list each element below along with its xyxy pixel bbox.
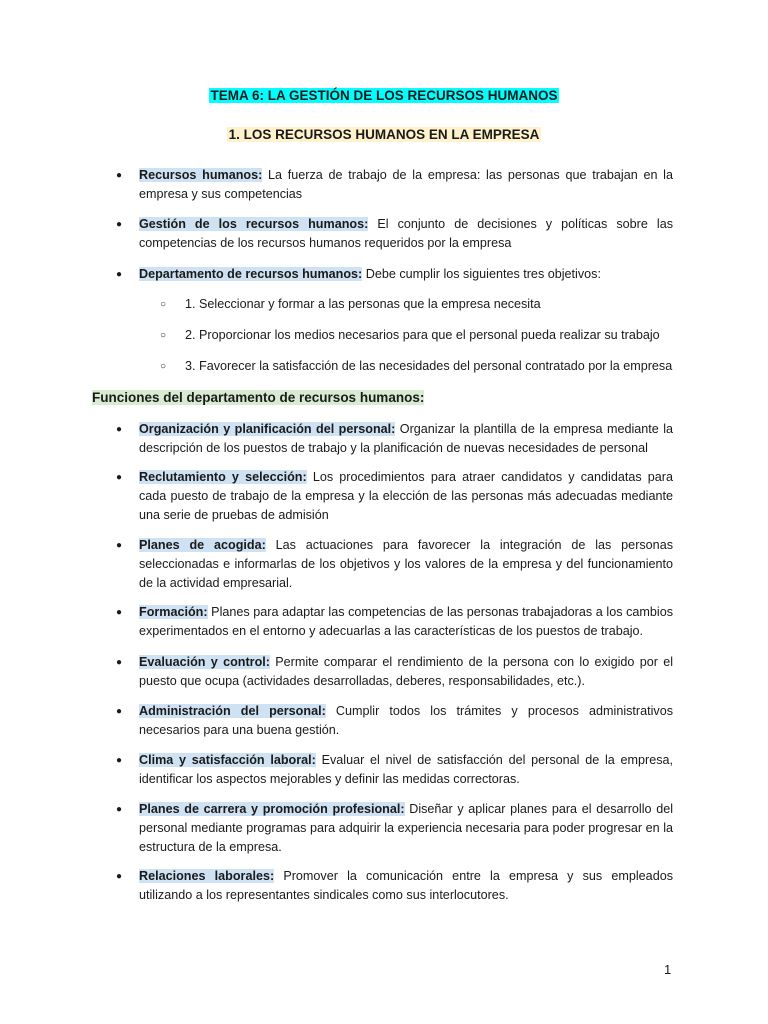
function-item: Planes de carrera y promoción profesional: Diseñar y aplicar planes para el desarrollo del personal mediante programas para adquirir la experiencia necesaria para poder progresar en la estructura de la empresa. — [139, 802, 674, 854]
bullet-icon: ● — [116, 472, 123, 483]
hollow-bullet-icon: ○ — [160, 330, 167, 341]
functions-heading: Funciones del departamento de recursos humanos: — [92, 390, 425, 405]
list-item-recursos-humanos: Recursos humanos: La fuerza de trabajo de la empresa: las personas que trabajan en la empresa y sus competencias — [139, 168, 673, 201]
list-item-departamento: Departamento de recursos humanos: Debe cumplir los siguientes tres objetivos: — [139, 267, 601, 281]
objective-item: 3. Favorecer la satisfacción de las necesidades del personal contratado por la empresa — [185, 359, 673, 373]
function-item: Clima y satisfacción laboral: Evaluar el nivel de satisfacción del personal de la empresa, identificar los aspectos mejorables y definir las medidas correctoras. — [139, 753, 673, 786]
bullet-icon: ● — [116, 706, 123, 717]
function-item: Evaluación y control: Permite comparar el rendimiento de la persona con lo exigido por el puesto que ocupa (actividades desarrolladas, deberes, responsabilidades, etc.). — [139, 655, 673, 688]
function-item: Formación: Planes para adaptar las competencias de las personas trabajadoras a los cambios experimentados en el entorno y adecuarlas a las características de los puestos de trabajo. — [139, 605, 673, 638]
bullet-icon: ● — [116, 804, 123, 815]
bullet-icon: ● — [116, 219, 123, 230]
hollow-bullet-icon: ○ — [160, 299, 167, 310]
bullet-icon: ● — [116, 755, 123, 766]
bullet-icon: ● — [116, 170, 123, 181]
bullet-icon: ● — [116, 269, 123, 280]
bullet-icon: ● — [116, 607, 123, 618]
objective-item: 1. Seleccionar y formar a las personas que la empresa necesita — [185, 297, 541, 311]
page-number: 1 — [664, 962, 672, 977]
page-title: TEMA 6: LA GESTIÓN DE LOS RECURSOS HUMANOS — [210, 88, 558, 103]
bullet-icon: ● — [116, 657, 123, 668]
objective-item: 2. Proporcionar los medios necesarios para que el personal pueda realizar su trabajo — [185, 328, 660, 342]
bullet-icon: ● — [116, 871, 123, 882]
function-item: Relaciones laborales: Promover la comunicación entre la empresa y sus empleados utilizando a los representantes sindicales como sus interlocutores. — [139, 869, 673, 902]
list-item-gestion: Gestión de los recursos humanos: El conjunto de decisiones y políticas sobre las competencias de los recursos humanos requeridos por la empresa — [139, 217, 673, 250]
function-item: Organización y planificación del personal: Organizar la plantilla de la empresa mediante la descripción de los puestos de trabajo y la planificación de nuevas necesidades de personal — [139, 422, 673, 455]
bullet-icon: ● — [116, 540, 123, 551]
hollow-bullet-icon: ○ — [160, 361, 167, 372]
section-heading-1: 1. LOS RECURSOS HUMANOS EN LA EMPRESA — [228, 127, 540, 142]
function-item: Administración del personal: Cumplir todos los trámites y procesos administrativos necesarios para una buena gestión. — [139, 704, 674, 737]
function-item: Planes de acogida: Las actuaciones para favorecer la integración de las personas seleccionadas e informarlas de los objetivos y los valores de la empresa y del funcionamiento de la actividad empresarial. — [139, 538, 673, 590]
bullet-icon: ● — [116, 424, 123, 435]
function-item: Reclutamiento y selección: Los procedimientos para atraer candidatos y candidatas para cada puesto de trabajo de la empresa y la elección de las personas más adecuadas mediante una serie de pruebas de admisión — [139, 470, 673, 522]
